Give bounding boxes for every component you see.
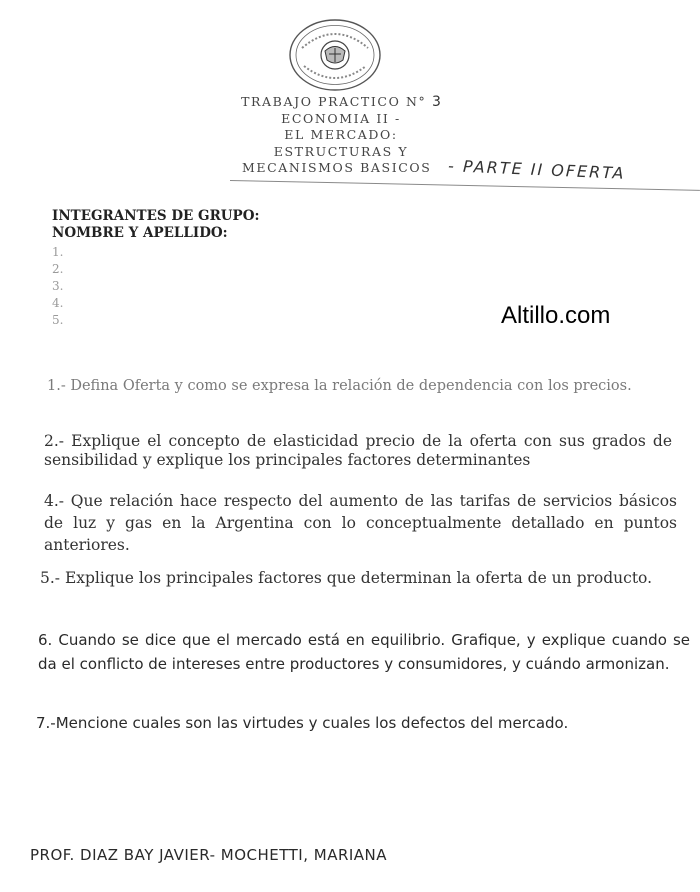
watermark: Altillo.com xyxy=(501,302,611,329)
group-section xyxy=(52,208,259,242)
question-5: 5.- Explique los principales factores que determinan la oferta de un producto. xyxy=(40,569,653,587)
member-line: 5. xyxy=(52,313,64,327)
group-subtitle: NOMBRE Y APELLIDO: xyxy=(52,225,228,241)
assignment-header xyxy=(236,94,446,177)
handwritten-note: - PARTE II OFERTA xyxy=(447,156,626,183)
member-line: 4. xyxy=(52,296,64,310)
member-line: 1. xyxy=(52,245,64,259)
professor-names: PROF. DIAZ BAY JAVIER- MOCHETTI, MARIANA xyxy=(30,846,388,864)
question-2: 2.- Explique el concepto de elasticidad precio de la oferta con sus grados de sensibilidad y explique los principales factores determinantes xyxy=(44,432,672,469)
question-4: 4.- Que relación hace respecto del aumento de las tarifas de servicios básicos de luz y gas en la Argentina con lo conceptualmente detallado en puntos anteriores. xyxy=(44,492,677,554)
member-list xyxy=(52,244,63,329)
question-6: 6. Cuando se dice que el mercado está en equilibrio. Grafique, y explique cuando se da el conflicto de intereses entre productores y consumidores, y cuándo armonizan. xyxy=(38,631,690,673)
member-line: 2. xyxy=(52,262,64,276)
assignment-number: 3 xyxy=(431,94,441,110)
member-line: 3. xyxy=(52,279,64,293)
group-title: INTEGRANTES DE GRUPO: xyxy=(52,208,260,224)
header-topic-3: MECANISMOS BASICOS xyxy=(242,160,432,175)
header-topic: EL MERCADO: xyxy=(284,127,398,142)
question-1: 1.- Defina Oferta y como se expresa la relación de dependencia con los precios. xyxy=(47,378,632,394)
handwritten-underline xyxy=(230,180,700,191)
header-subject: ECONOMIA II - xyxy=(281,110,401,126)
question-7: 7.-Mencione cuales son las virtudes y cuales los defectos del mercado. xyxy=(36,714,569,732)
university-seal-icon xyxy=(288,18,382,92)
header-topic-2: ESTRUCTURAS Y xyxy=(273,143,409,159)
header-title: TRABAJO PRACTICO N° xyxy=(241,94,427,109)
